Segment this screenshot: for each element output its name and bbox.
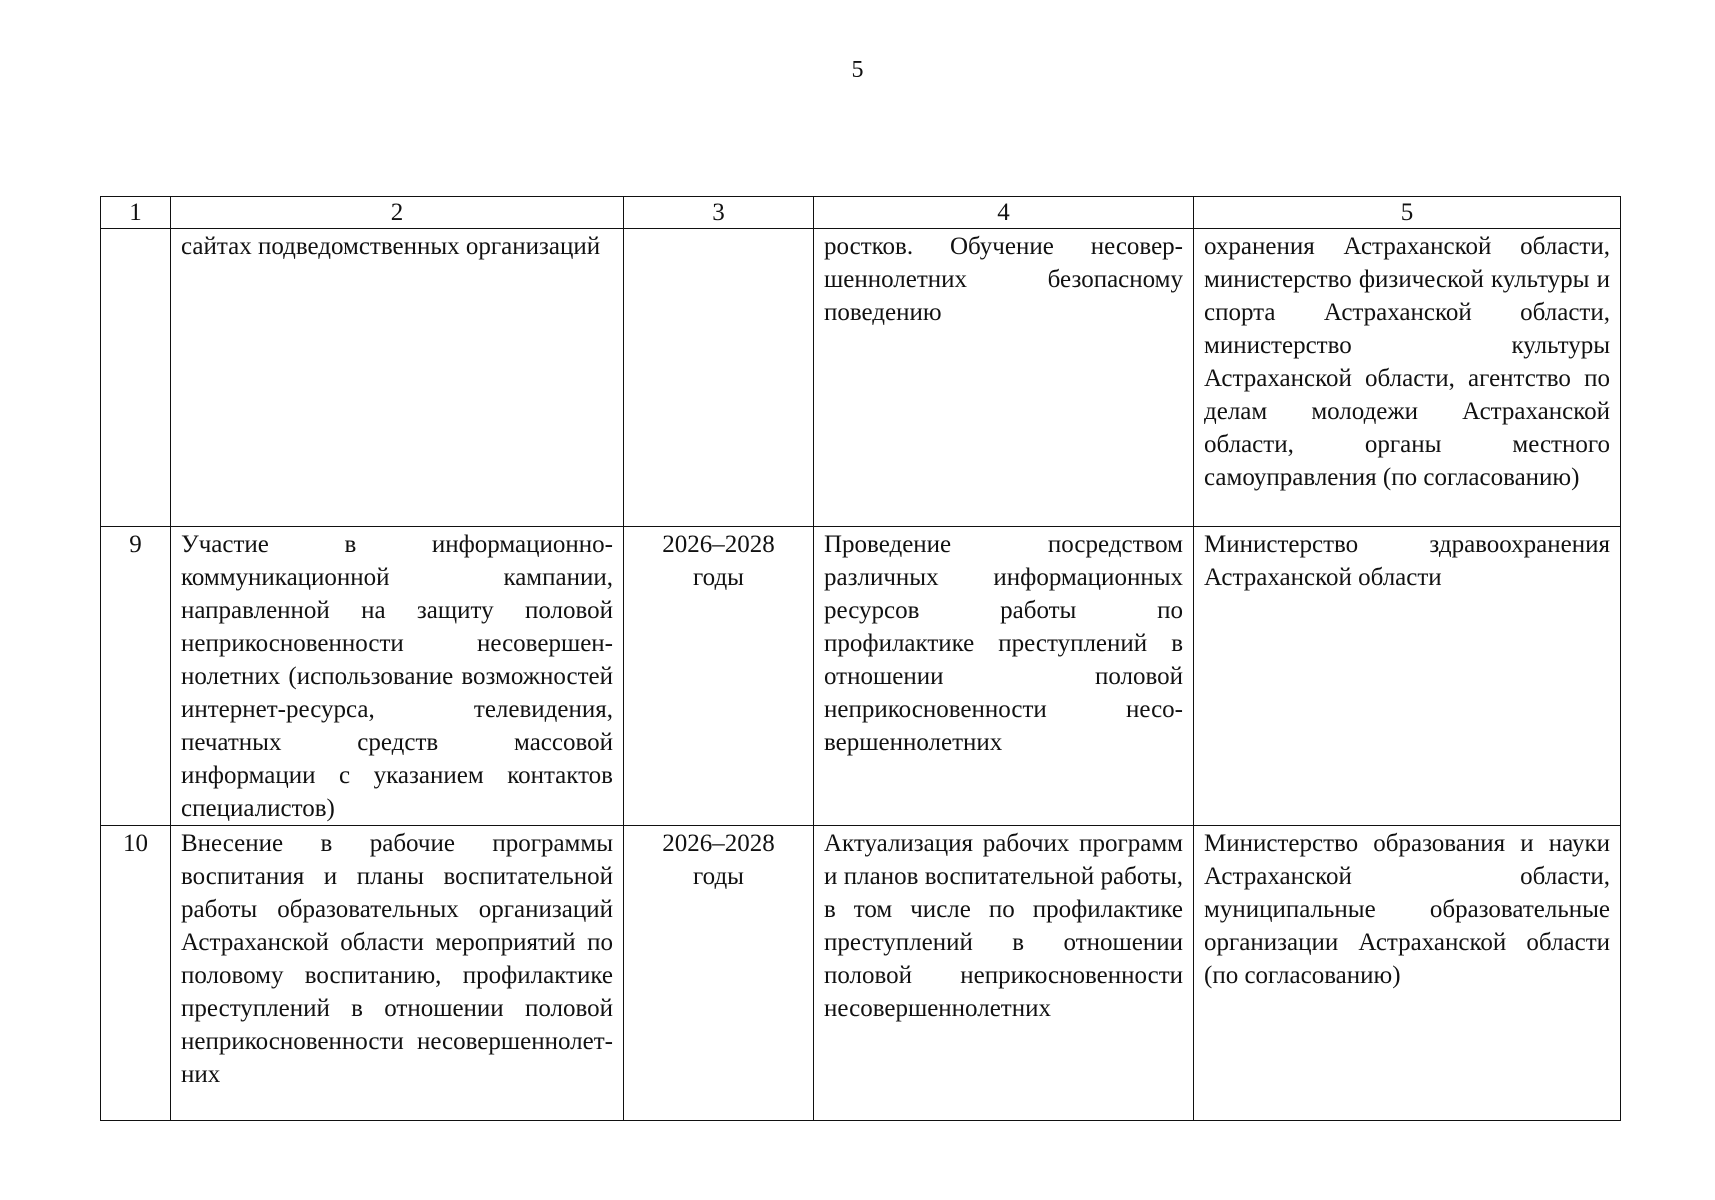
action-cell: Участие в информационно-коммуникационной кампании, направленной на защиту половой неприкосновенности несовершеннолетних (использование возможностей интернет-ресурса, телевидения, печатных средств массовой информации с указанием контактов специалистов) — [171, 527, 624, 826]
action-cell: Внесение в рабочие программы воспитания и планы воспитательной работы образовательных организаций Астраханской области мероприятий по половому воспитанию, профилактике преступлений в отношении половой неприкосновенности несовершеннолетних — [171, 826, 624, 1121]
result-cell: ростков. Обучение несовершеннолетних безопасному поведению — [814, 229, 1194, 527]
activities-table — [100, 196, 1621, 1121]
column-header-3: 3 — [624, 197, 814, 229]
table-header-row — [101, 197, 1621, 229]
period-cell: 2026–2028 годы — [624, 527, 814, 826]
column-header-2: 2 — [171, 197, 624, 229]
responsible-cell: охранения Астраханской области, министерство физической культуры и спорта Астраханской области, министерство культуры Астраханской области, агентство по делам молодежи Астраханской области, органы местного самоуправления (по согласованию) — [1194, 229, 1621, 527]
row-number-cell: 9 — [101, 527, 171, 826]
result-cell: Актуализация рабочих программ и планов воспитательной работы, в том числе по профилактике преступлений в отношении половой неприкосновенности несовершеннолетних — [814, 826, 1194, 1121]
responsible-cell: Министерство образования и науки Астраханской области, муниципальные образовательные организации Астраханской области (по согласованию) — [1194, 826, 1621, 1121]
period-cell — [624, 229, 814, 527]
table-row — [101, 527, 1621, 826]
page-number: 5 — [851, 57, 864, 83]
row-number-cell — [101, 229, 171, 527]
column-header-4: 4 — [814, 197, 1194, 229]
result-cell: Проведение посредством различных информационных ресурсов работы по профилактике преступлений в отношении половой неприкосновенности несовершеннолетних — [814, 527, 1194, 826]
row-number-cell: 10 — [101, 826, 171, 1121]
responsible-cell: Министерство здравоохранения Астраханской области — [1194, 527, 1621, 826]
column-header-5: 5 — [1194, 197, 1621, 229]
table-row — [101, 826, 1621, 1121]
period-cell: 2026–2028 годы — [624, 826, 814, 1121]
table-row — [101, 229, 1621, 527]
column-header-1: 1 — [101, 197, 171, 229]
action-cell: сайтах подведомственных организаций — [171, 229, 624, 527]
